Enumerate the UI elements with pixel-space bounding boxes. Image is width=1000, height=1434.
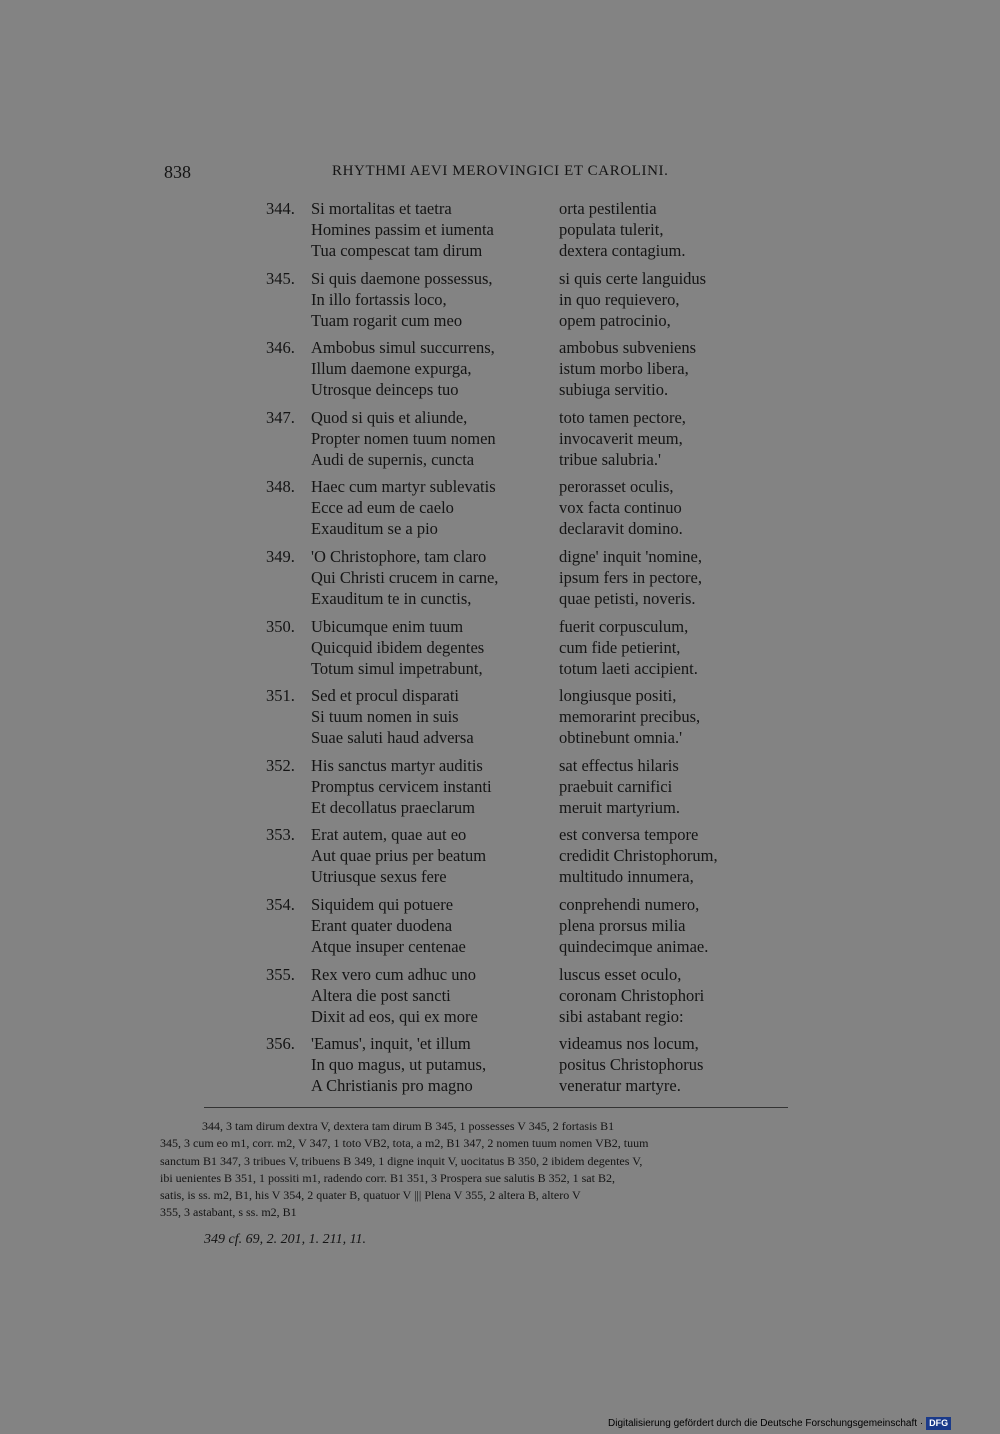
- apparatus-line: satis, is ss. m2, B1, his V 354, 2 quater B, quatuor V ||| Plena V 355, 2 altera B, altero V: [160, 1188, 581, 1203]
- verse-first-half: Erat autem, quae aut eo: [311, 825, 467, 845]
- verse-first-half: Propter nomen tuum nomen: [311, 428, 496, 448]
- verse-first-half: 'O Christophore, tam claro: [311, 546, 487, 566]
- verse-first-half: In quo magus, ut putamus,: [311, 1055, 487, 1075]
- footnote-separator: [204, 1107, 788, 1108]
- stanza-number: 354.: [266, 894, 295, 914]
- verse-first-half: Exauditum te in cunctis,: [311, 588, 472, 608]
- stanza: [260, 685, 780, 755]
- verse-second-half: ipsum fers in pectore,: [559, 567, 702, 587]
- verse-first-half: Qui Christi crucem in carne,: [311, 567, 499, 587]
- verse-first-half: Dixit ad eos, qui ex more: [311, 1006, 478, 1026]
- verse-second-half: meruit martyrium.: [559, 797, 680, 817]
- verse-second-half: digne' inquit 'nomine,: [559, 546, 702, 566]
- verse-second-half: praebuit carnifici: [559, 776, 673, 796]
- dfg-logo-icon: DFG: [926, 1417, 951, 1430]
- stanza-number: 345.: [266, 268, 295, 288]
- verse-second-half: in quo requievero,: [559, 289, 680, 309]
- verse-first-half: Tua compescat tam dirum: [311, 241, 483, 260]
- stanza-number: 352.: [266, 755, 295, 775]
- verse-second-half: luscus esset oculo,: [559, 964, 682, 984]
- verse-second-half: toto tamen pectore,: [559, 407, 686, 427]
- verse-second-half: sat effectus hilaris: [559, 755, 679, 775]
- verse-first-half: Tuam rogarit cum meo: [311, 310, 463, 330]
- stanza: [260, 407, 780, 477]
- verse-first-half: Aut quae prius per beatum: [311, 846, 487, 866]
- verse-second-half: longiusque positi,: [559, 686, 677, 706]
- apparatus-line: 355, 3 astabant, s ss. m2, B1: [160, 1205, 297, 1220]
- verse-second-half: obtinebunt omnia.': [559, 728, 683, 748]
- verse-first-half: A Christianis pro magno: [311, 1076, 473, 1096]
- verse-second-half: quindecimque animae.: [559, 936, 709, 956]
- verse-second-half: multitudo innumera,: [559, 867, 694, 887]
- stanza-number: 350.: [266, 616, 295, 636]
- verse-first-half: 'Eamus', inquit, 'et illum: [311, 1034, 471, 1054]
- verse-second-half: totum laeti accipient.: [559, 658, 698, 678]
- verse-first-half: Et decollatus praeclarum: [311, 797, 476, 817]
- verse-second-half: est conversa tempore: [559, 825, 699, 845]
- verse-first-half: Promptus cervicem instanti: [311, 776, 492, 796]
- stanza-number: 353.: [266, 825, 295, 845]
- verse-second-half: videamus nos locum,: [559, 1034, 699, 1054]
- verse-first-half: Ecce ad eum de caelo: [311, 498, 454, 518]
- verse-second-half: subiuga servitio.: [559, 380, 669, 400]
- verse-first-half: Erant quater duodena: [311, 915, 453, 935]
- verse-second-half: memorarint precibus,: [559, 707, 701, 727]
- apparatus-line: sanctum B1 347, 3 tribues V, tribuens B 349, 1 digne inquit V, uocitatus B 350, 2 ibidem degentes V,: [160, 1153, 643, 1168]
- verse-first-half: Si tuum nomen in suis: [311, 707, 459, 727]
- stanza-number: 347.: [266, 407, 295, 427]
- verse-first-half: Altera die post sancti: [311, 985, 451, 1005]
- verse-second-half: sibi astabant regio:: [559, 1006, 684, 1026]
- stanza: [260, 616, 780, 686]
- stanza: [260, 546, 780, 616]
- funding-text: Digitalisierung gefördert durch die Deutsche Forschungsgemeinschaft ·: [608, 1418, 924, 1429]
- verse-first-half: His sanctus martyr auditis: [311, 755, 483, 775]
- page-number: 838: [164, 162, 191, 182]
- verse-first-half: Illum daemone expurga,: [311, 359, 472, 379]
- stanza: [260, 824, 780, 894]
- verse-first-half: Quod si quis et aliunde,: [311, 407, 468, 427]
- verse-second-half: dextera contagium.: [559, 241, 686, 260]
- verse-second-half: tribue salubria.': [559, 449, 661, 469]
- verse-second-half: fuerit corpusculum,: [559, 616, 689, 636]
- verse-second-half: credidit Christophorum,: [559, 846, 718, 866]
- verse-first-half: Ubicumque enim tuum: [311, 616, 464, 636]
- verse-second-half: istum morbo libera,: [559, 359, 689, 379]
- verse-second-half: declaravit domino.: [559, 519, 683, 539]
- stanza: [260, 476, 780, 546]
- verse-first-half: Exauditum se a pio: [311, 519, 438, 539]
- apparatus-line: ibi uenientes B 351, 1 possiti m1, radendo corr. B1 351, 3 Prospera sue salutis B 352, 1 sat B2,: [160, 1170, 615, 1185]
- stanza-number: 346.: [266, 338, 295, 358]
- verse-second-half: perorasset oculis,: [559, 477, 674, 497]
- stanza: [260, 337, 780, 407]
- verse-first-half: Rex vero cum adhuc uno: [311, 964, 476, 984]
- running-head: RHYTHMI AEVI MEROVINGICI ET CAROLINI.: [332, 163, 669, 179]
- verse-first-half: Si mortalitas et taetra: [311, 199, 452, 218]
- verse-second-half: cum fide petierint,: [559, 637, 681, 657]
- verse-first-half: Utrosque deinceps tuo: [311, 380, 459, 400]
- verse-first-half: Atque insuper centenae: [311, 936, 466, 956]
- verse-first-half: Sed et procul disparati: [311, 686, 460, 706]
- stanza-number: 344.: [266, 199, 295, 218]
- stanza: [260, 1033, 780, 1103]
- stanza-number: 348.: [266, 477, 295, 497]
- verse-second-half: plena prorsus milia: [559, 915, 686, 935]
- verse-first-half: Audi de supernis, cuncta: [311, 449, 475, 469]
- verse-first-half: Haec cum martyr sublevatis: [311, 477, 496, 497]
- stanza-number: 356.: [266, 1034, 295, 1054]
- stanza: [260, 964, 780, 1034]
- stanza: [260, 894, 780, 964]
- stanza: [260, 268, 780, 338]
- cross-reference-note: 349 cf. 69, 2. 201, 1. 211, 11.: [204, 1232, 367, 1247]
- verse-second-half: invocaverit meum,: [559, 428, 683, 448]
- verse-first-half: In illo fortassis loco,: [311, 289, 447, 309]
- verse-second-half: quae petisti, noveris.: [559, 588, 696, 608]
- stanza-number: 351.: [266, 686, 295, 706]
- stanza-number: 349.: [266, 546, 295, 566]
- stanza: [260, 755, 780, 825]
- verse-second-half: conprehendi numero,: [559, 894, 700, 914]
- verse-first-half: Ambobus simul succurrens,: [311, 338, 495, 358]
- apparatus-line: 344, 3 tam dirum dextra V, dextera tam dirum B 345, 1 possesses V 345, 2 fortasis B1: [202, 1119, 615, 1133]
- verse-first-half: Utriusque sexus fere: [311, 867, 447, 887]
- verse-first-half: Siquidem qui potuere: [311, 894, 454, 914]
- verse-second-half: veneratur martyre.: [559, 1076, 681, 1096]
- verse-second-half: coronam Christophori: [559, 985, 705, 1005]
- verse-second-half: opem patrocinio,: [559, 310, 671, 330]
- verse-first-half: Suae saluti haud adversa: [311, 728, 474, 748]
- verse-second-half: vox facta continuo: [559, 498, 682, 518]
- stanza: [260, 198, 780, 268]
- critical-apparatus: [160, 1118, 835, 1222]
- verse-first-half: Quicquid ibidem degentes: [311, 637, 485, 657]
- verse-second-half: orta pestilentia: [559, 199, 657, 218]
- verse-second-half: si quis certe languidus: [559, 268, 707, 288]
- verse-first-half: Homines passim et iumenta: [311, 220, 494, 239]
- verse-second-half: ambobus subveniens: [559, 338, 697, 358]
- funding-footer: [608, 1417, 951, 1430]
- verse-first-half: Totum simul impetrabunt,: [311, 658, 483, 678]
- apparatus-line: 345, 3 cum eo m1, corr. m2, V 347, 1 toto VB2, tota, a m2, B1 347, 2 nomen tuum nomen VB2, tuum: [160, 1136, 649, 1151]
- verse-second-half: populata tulerit,: [559, 220, 664, 239]
- verse-first-half: Si quis daemone possessus,: [311, 268, 493, 288]
- poem-stanzas: [260, 198, 780, 1103]
- verse-second-half: positus Christophorus: [559, 1055, 704, 1075]
- stanza-number: 355.: [266, 964, 295, 984]
